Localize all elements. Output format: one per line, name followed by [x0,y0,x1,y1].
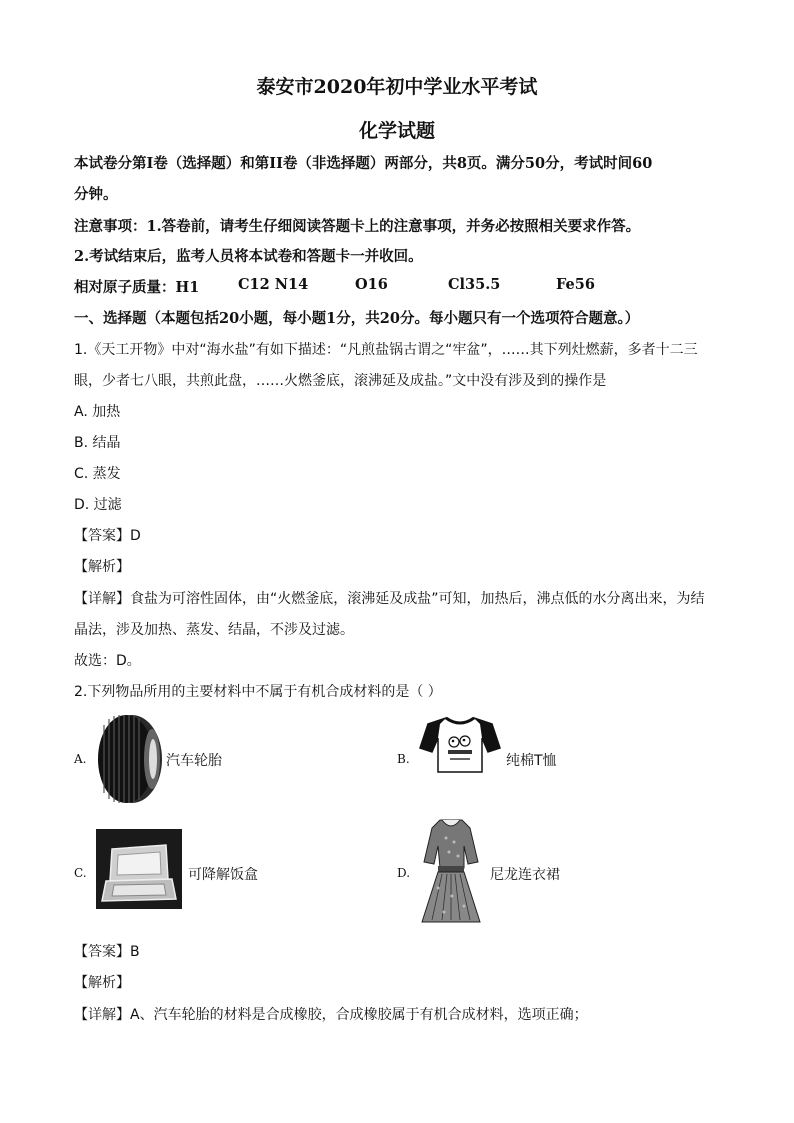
page-subtitle: 化学试题 [358,120,435,142]
page-title: 泰安市2020年初中学业水平考试 [256,76,538,98]
tshirt-image [418,714,502,774]
q1-detail-line-1: 【详解】食盐为可溶性固体，由“火燃釜底，滚沸延及成盐”可知，加热后，沸点低的水分离出来，为结 [74,591,705,607]
q2-option-c-letter: C. [74,866,87,880]
q2-option-c-label: 可降解饭盒 [188,867,258,883]
q1-choice: 故选：D。 [74,653,141,669]
q1-analysis-label: 【解析】 [74,559,130,575]
q2-analysis-label: 【解析】 [74,975,130,991]
atomic-mass-cl: Cl35.5 [448,276,501,293]
q1-option-d: D. 过滤 [74,497,122,513]
q1-stem-line-1: 1.《天工开物》中对“海水盐”有如下描述：“凡煎盐锅古谓之“牢盆”，……其下列灶燃薪，多者十二三 [74,342,698,358]
q2-option-b-letter: B. [397,752,410,766]
q2-answer: 【答案】B [74,944,140,960]
q2-option-a-label: 汽车轮胎 [166,753,222,769]
q1-detail-line-2: 晶法，涉及加热、蒸发、结晶，不涉及过滤。 [74,622,354,638]
q1-option-b: B. 结晶 [74,435,121,451]
q1-option-c: C. 蒸发 [74,466,121,482]
section-heading: 一、选择题（本题包括20小题，每小题1分，共20分。每小题只有一个选项符合题意。） [74,310,640,327]
q1-option-a: A. 加热 [74,404,121,420]
q2-option-b-label: 纯棉T恤 [506,753,557,769]
q2-stem: 2.下列物品所用的主要材料中不属于有机合成材料的是（ ） [74,684,442,700]
dress-image [418,816,484,926]
q1-answer: 【答案】D [74,528,141,544]
tire-image [96,713,166,805]
q2-option-d-label: 尼龙连衣裙 [490,867,560,883]
atomic-mass-fe: Fe56 [556,276,595,293]
q2-option-a-letter: A. [74,752,87,766]
atomic-mass-label: 相对原子质量：H1 [74,279,200,296]
atomic-mass-o: O16 [355,276,388,293]
q2-detail-line-1: 【详解】A、汽车轮胎的材料是合成橡胶，合成橡胶属于有机合成材料，选项正确； [74,1007,588,1023]
intro-line-1: 本试卷分第I卷（选择题）和第II卷（非选择题）两部分，共8页。满分50分，考试时间60 [74,155,653,172]
notice-1: 注意事项：1.答卷前，请考生仔细阅读答题卡上的注意事项，并务必按照相关要求作答。 [74,218,641,235]
q2-option-d-letter: D. [397,866,411,880]
notice-2: 2.考试结束后，监考人员将本试卷和答题卡一并收回。 [74,248,423,265]
lunchbox-image [96,829,182,909]
q1-stem-line-2: 眼，少者七八眼，共煎此盘，……火燃釜底，滚沸延及成盐。”文中没有涉及到的操作是 [74,373,607,389]
intro-line-2: 分钟。 [74,186,118,203]
atomic-mass-c-n: C12 N14 [238,276,309,293]
